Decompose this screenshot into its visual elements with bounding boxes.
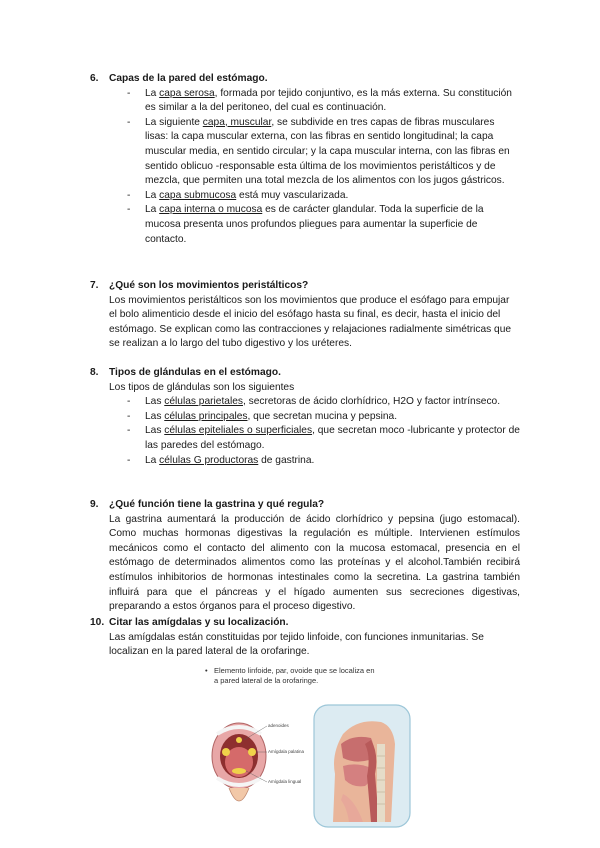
heading-8: 8. Tipos de glándulas en el estómago. xyxy=(90,366,520,381)
heading-6-title: Capas de la pared del estómago. xyxy=(109,73,268,84)
list-item: - Las células principales, que secretan mucina y pepsina. xyxy=(127,410,398,422)
section-9 xyxy=(90,498,520,615)
heading-6: 6. Capas de la pared del estómago. xyxy=(90,72,520,87)
label-adenoides: adenoides xyxy=(268,723,289,728)
heading-9-title: ¿Qué función tiene la gastrina y qué regula? xyxy=(109,499,325,510)
answer-9: La gastrina aumentará la producción de ácido clorhídrico y pepsina (jugo estomacal). Como muchas hormonas digestivas la regulación es múltiple. Intervienen estímulos mecánicos como el contacto del alimento con la mucosa estomacal, presencia en el estómago de determinados alimentos como las proteínas y el alcohol.También recibirá estímulos inhibitorios de hormonas intestinales como la secretina. La gastrina también influirá para que el páncreas y el hígado aumenten sus secreciones digestivas, preparando a estos órganos para el proceso digestivo. xyxy=(109,513,520,613)
heading-10-title: Citar las amígdalas y su localización. xyxy=(109,617,289,628)
heading-9: 9. ¿Qué función tiene la gastrina y qué regula? xyxy=(90,498,520,513)
list-item: - La capa interna o mucosa es de carácter glandular. Toda la superficie de la mucosa presenta unos profundos pliegues para aumentar la superficie de contacto. xyxy=(127,204,484,245)
heading-7: 7. ¿Qué son los movimientos peristálticos? xyxy=(90,279,520,294)
open-mouth-illustration xyxy=(209,704,304,826)
section-8 xyxy=(90,366,520,468)
answer-8-intro: Los tipos de glándulas son los siguientes xyxy=(109,381,295,393)
heading-8-title: Tipos de glándulas en el estómago. xyxy=(109,367,281,378)
heading-10: 10. Citar las amígdalas y su localización. xyxy=(90,616,520,631)
section-6 xyxy=(90,72,520,247)
sagittal-head-illustration xyxy=(313,704,411,828)
answer-10: Las amígdalas están constituidas por tejido linfoide, con funciones inmunitarias. Se localizan en la pared lateral de la orofaringe. xyxy=(109,631,484,658)
section-7 xyxy=(90,279,520,352)
list-item: - La capa submucosa está muy vascularizada. xyxy=(127,189,349,201)
glands-list xyxy=(127,395,520,468)
layers-list xyxy=(127,87,520,248)
list-item: - Las células parietales, secretoras de ácido clorhídrico, H2O y factor intrínseco. xyxy=(127,396,501,408)
heading-7-title: ¿Qué son los movimientos peristálticos? xyxy=(109,280,309,291)
list-item: - La capa serosa, formada por tejido conjuntivo, es la más externa. Su constitución es similar a la del peritoneo, del cual es continuación. xyxy=(127,87,512,114)
section-10 xyxy=(90,616,520,660)
label-lingual: Amígdala lingual xyxy=(268,779,302,784)
list-item: - La células G productoras de gastrina. xyxy=(127,454,315,466)
list-item: - Las células epiteliales o superficiales, que secretan moco -lubricante y protector de las paredes del estómago. xyxy=(127,425,520,451)
label-palatine: Amígdala palatina xyxy=(268,749,304,754)
tonsils-figure: • Elemento linfoide, par, ovoide que se localiza en a pared lateral de la orofaringe. adenoides Amígdala palatina Amígdala lingual xyxy=(205,666,415,836)
list-item: - La siguiente capa, muscular, se subdivide en tres capas de fibras musculares lisas: la capa muscular externa, con las fibras en sentido longitudinal; la capa muscular media, en sentido circular; y la capa muscular interna, con las fibras en sentido oblicuo -responsable esta última de los movimientos peristálticos y de mezcla, que permiten una total mezcla de los alimentos con los jugos gástricos. xyxy=(127,116,510,187)
answer-7: Los movimientos peristálticos son los movimientos que produce el esófago para empujar el bolo alimenticio desde el inicio del esófago hasta su final, es decir, hasta el inicio del estómago. Se explican como las contracciones y relajaciones radialmente simétricas que se realizan a lo largo del tubo digestivo y los uréteres. xyxy=(109,294,512,350)
